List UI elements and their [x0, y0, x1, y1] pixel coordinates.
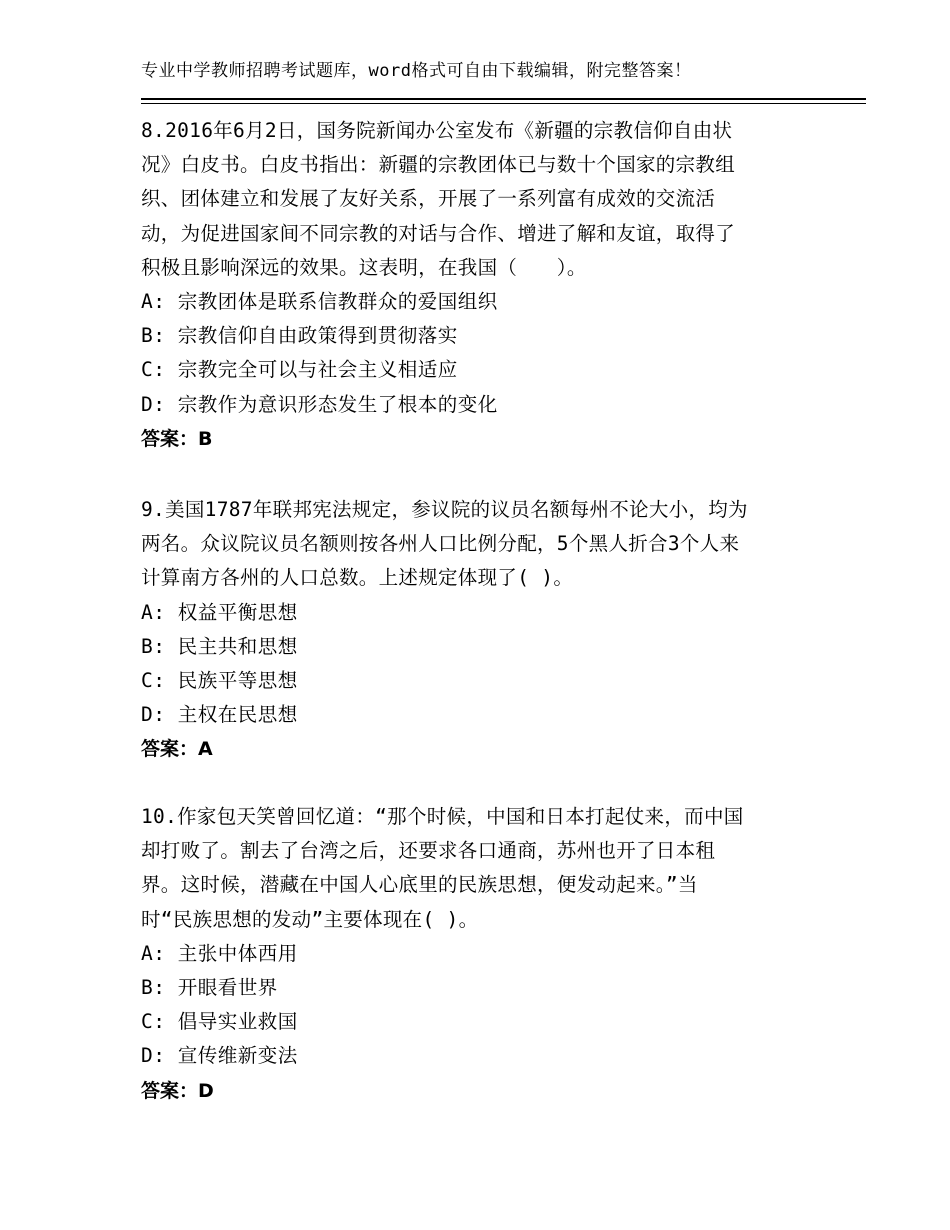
question-stem — [141, 493, 811, 596]
option-a: A: 主张中体西用 — [141, 941, 298, 965]
stem-line: 9.美国1787年联邦宪法规定，参议院的议员名额每州不论大小，均为 — [141, 498, 748, 521]
question-10 — [141, 800, 811, 1108]
stem-line: 计算南方各州的人口总数。上述规定体现了( )。 — [141, 566, 574, 590]
option-d: D: 主权在民思想 — [141, 703, 298, 727]
stem-line: 织、团体建立和发展了友好关系，开展了一系列富有成效的交流活 — [141, 187, 716, 211]
question-9 — [141, 493, 811, 767]
page-header: 专业中学教师招聘考试题库，word格式可自由下载编辑，附完整答案！ — [141, 61, 692, 81]
answer-label: 答案：A — [141, 738, 213, 761]
option-b: B: 宗教信仰自由政策得到贯彻落实 — [141, 324, 458, 348]
stem-line: 时“民族思想的发动”主要体现在( )。 — [141, 907, 479, 931]
answer-label: 答案：B — [141, 427, 213, 450]
option-a: A: 权益平衡思想 — [141, 600, 298, 624]
stem-line: 8.2016年6月2日，国务院新闻办公室发布《新疆的宗教信仰自由状 — [141, 119, 733, 142]
option-d: D: 宗教作为意识形态发生了根本的变化 — [141, 392, 498, 416]
stem-line: 10.作家包天笑曾回忆道：“那个时候，中国和日本打起仗来，而中国 — [141, 805, 744, 828]
option-d: D: 宣传维新变法 — [141, 1044, 298, 1068]
header-rule-thin — [141, 103, 866, 104]
stem-line: 况》白皮书。白皮书指出：新疆的宗教团体已与数十个国家的宗教组 — [141, 153, 736, 177]
stem-line: 两名。众议院议员名额则按各州人口比例分配，5个黑人折合3个人来 — [141, 532, 740, 556]
stem-line: 积极且影响深远的效果。这表明，在我国（ ）。 — [141, 255, 587, 279]
question-stem — [141, 114, 811, 285]
option-c: C: 宗教完全可以与社会主义相适应 — [141, 358, 458, 382]
answer-label: 答案：D — [141, 1079, 214, 1102]
stem-line: 却打败了。割去了台湾之后，还要求各口通商，苏州也开了日本租 — [141, 839, 716, 863]
option-b: B: 开眼看世界 — [141, 976, 278, 1000]
option-c: C: 倡导实业救国 — [141, 1010, 298, 1034]
question-stem — [141, 800, 811, 937]
option-a: A: 宗教团体是联系信教群众的爱国组织 — [141, 290, 498, 314]
question-8 — [141, 114, 811, 456]
header-rule-thick — [141, 98, 866, 100]
option-b: B: 民主共和思想 — [141, 634, 298, 658]
stem-line: 界。这时候，潜藏在中国人心底里的民族思想，便发动起来。”当 — [141, 873, 698, 897]
stem-line: 动，为促进国家间不同宗教的对话与合作、增进了解和友谊，取得了 — [141, 221, 736, 245]
option-c: C: 民族平等思想 — [141, 669, 298, 693]
